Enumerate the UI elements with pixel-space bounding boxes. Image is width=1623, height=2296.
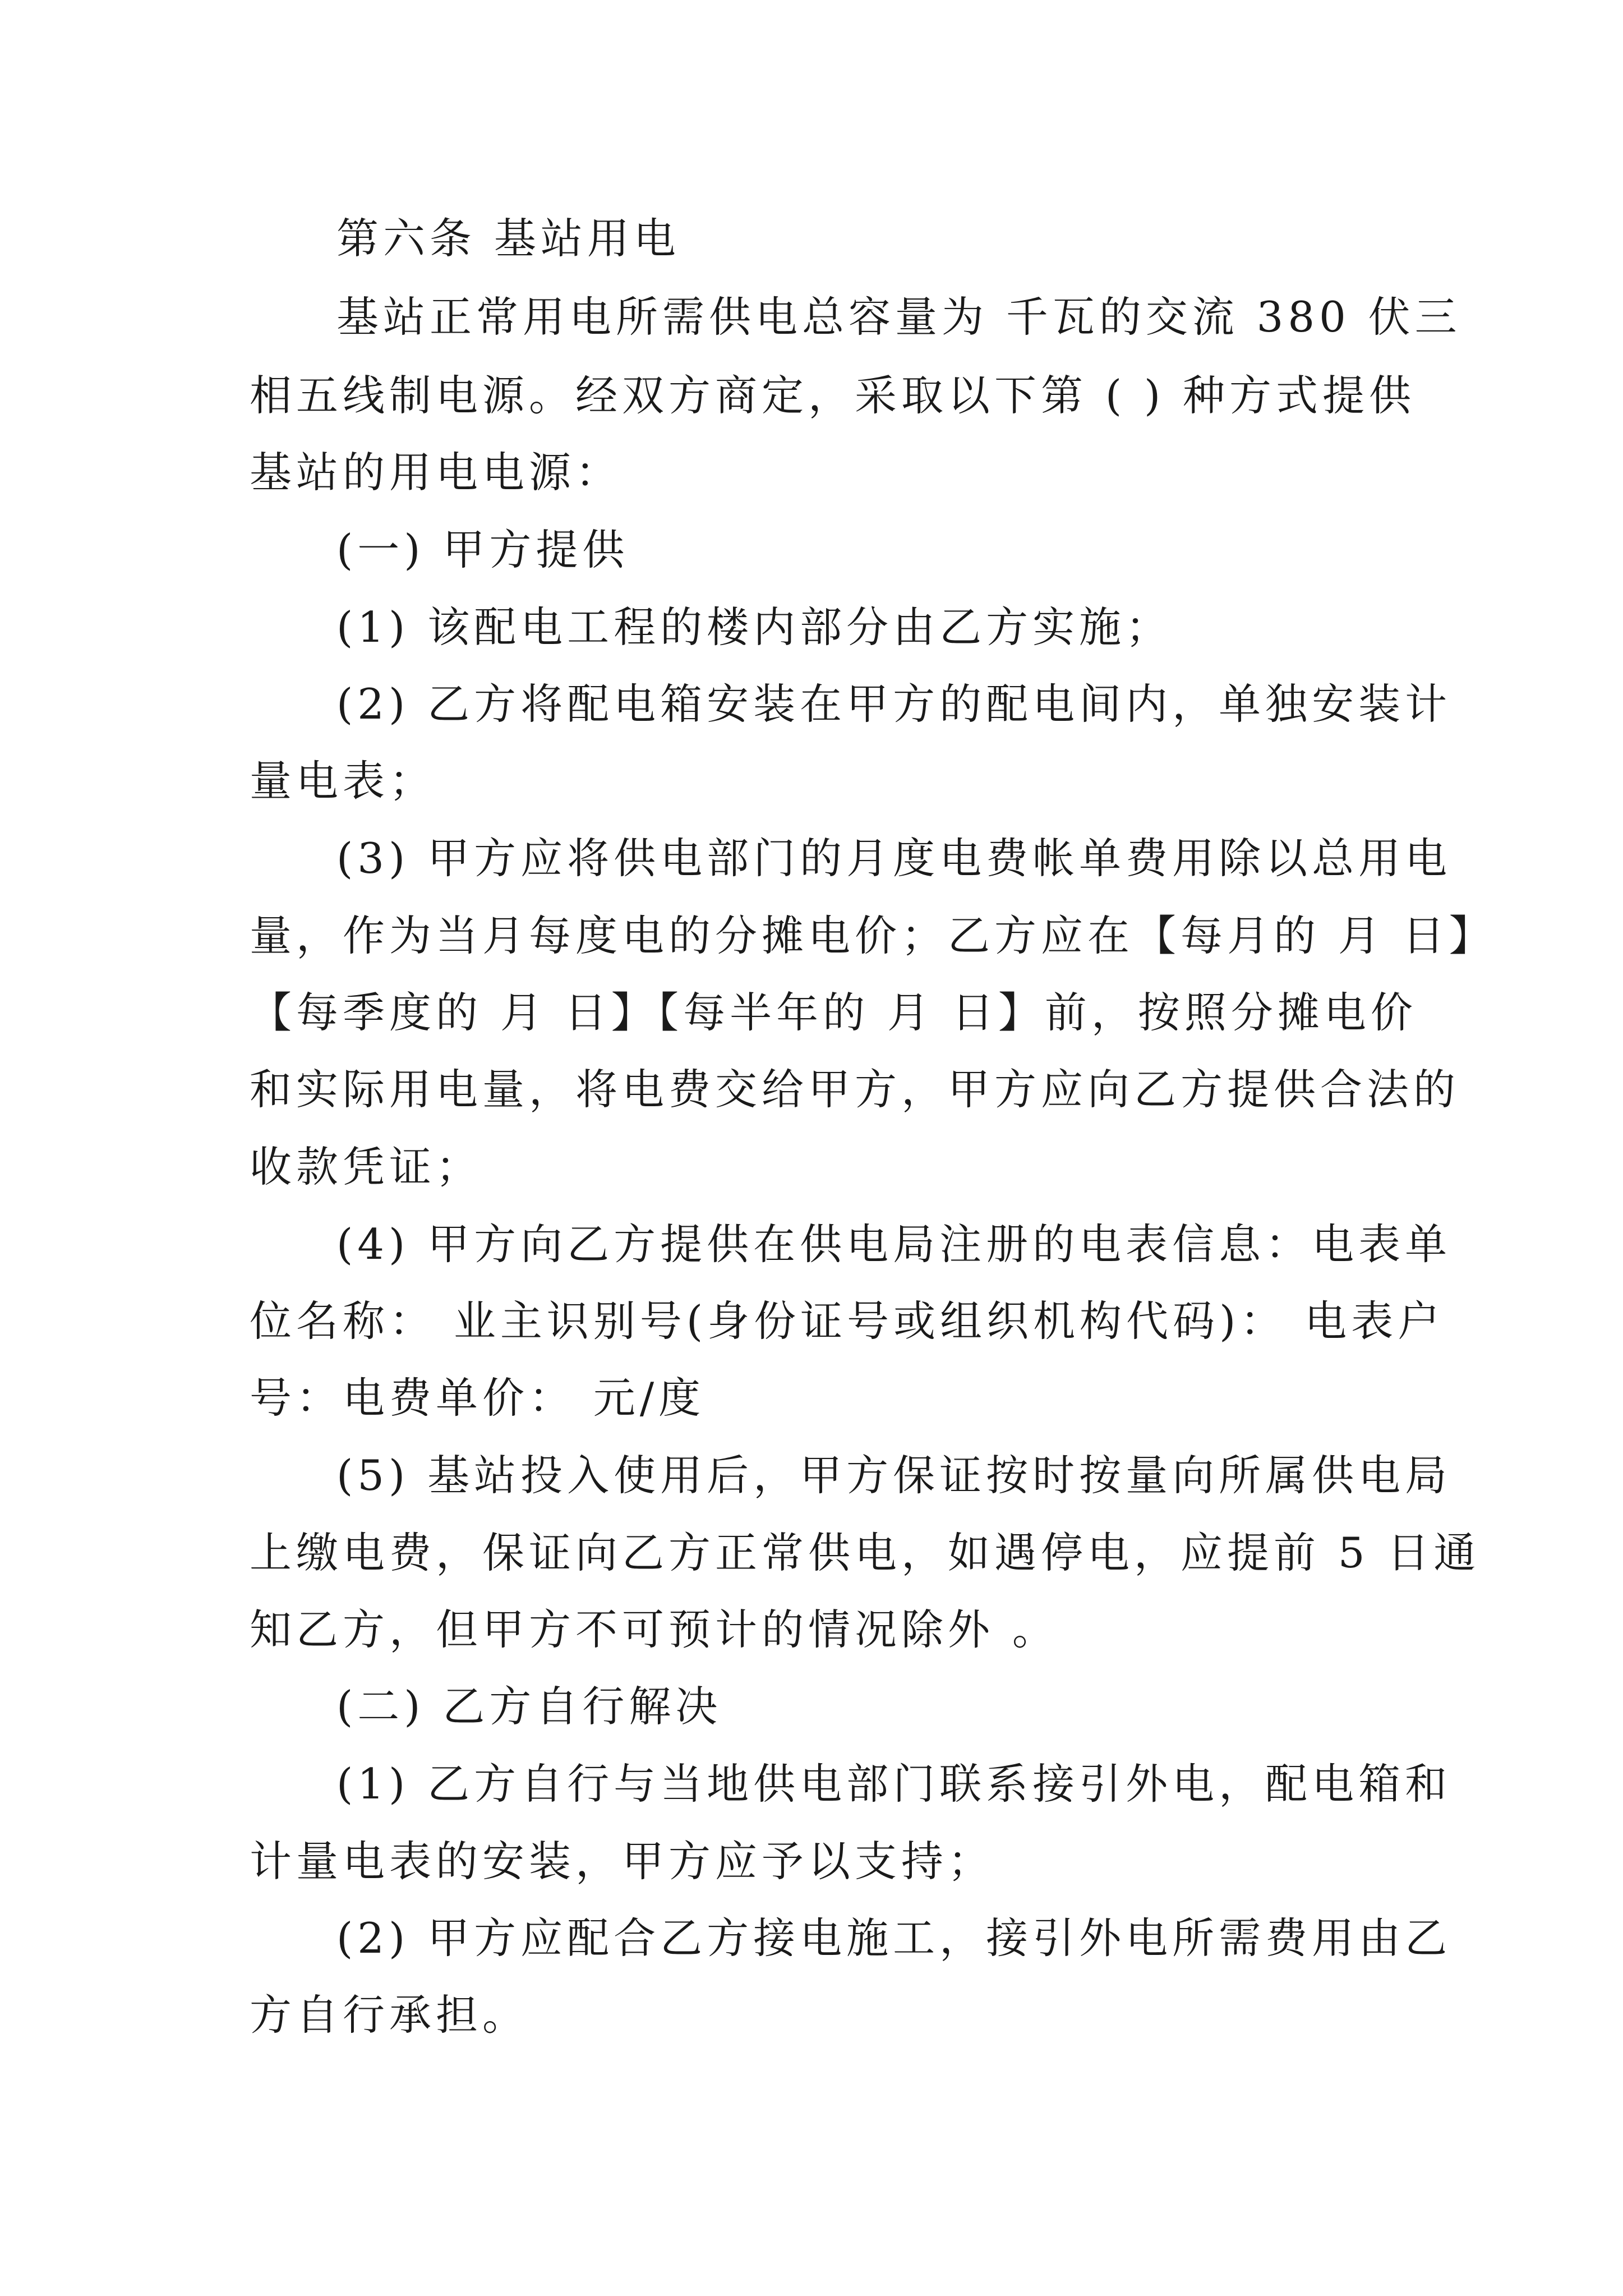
list-item: (1) 该配电工程的楼内部分由乙方实施； [336, 602, 1173, 652]
list-item: (1) 乙方自行与当地供电部门联系接引外电，配电箱和 [336, 1759, 1452, 1809]
list-item: (2) 乙方将配电箱安装在甲方的配电间内，单独安装计 [336, 679, 1452, 729]
paragraph-line: 和实际用电量，将电费交给甲方，甲方应向乙方提供合法的 [250, 1065, 1460, 1114]
paragraph-line: 号：电费单价： 元/度 [250, 1373, 706, 1423]
section-heading: (一) 甲方提供 [336, 525, 629, 574]
paragraph-line: 量电表； [250, 756, 436, 806]
list-item: (2) 甲方应配合乙方接电施工，接引外电所需费用由乙 [336, 1913, 1452, 1963]
paragraph-line: 方自行承担。 [250, 1990, 529, 2040]
paragraph-line: 【每季度的 月 日】【每半年的 月 日】前，按照分摊电价 [250, 988, 1417, 1037]
section-heading: (二) 乙方自行解决 [336, 1682, 722, 1731]
paragraph-line: 位名称： 业主识别号(身份证号或组织机构代码)： 电表户 [250, 1296, 1445, 1346]
list-item: (5) 基站投入使用后，甲方保证按时按量向所属供电局 [336, 1451, 1452, 1500]
paragraph-line: 知乙方，但甲方不可预计的情况除外 。 [250, 1605, 1059, 1654]
paragraph-line: 上缴电费，保证向乙方正常供电，如遇停电，应提前 5 日通 [250, 1528, 1481, 1577]
paragraph-line: 基站正常用电所需供电总容量为 千瓦的交流 380 伏三 [336, 292, 1461, 342]
article-heading: 第六条 基站用电 [336, 214, 680, 263]
paragraph-line: 基站的用电电源： [250, 448, 623, 497]
list-item: (3) 甲方应将供电部门的月度电费帐单费用除以总用电 [336, 834, 1452, 883]
paragraph-line: 量，作为当月每度电的分摊电价；乙方应在【每月的 月 日】 [250, 911, 1496, 960]
paragraph-line: 计量电表的安装，甲方应予以支持； [250, 1837, 995, 1886]
paragraph-line: 相五线制电源。经双方商定，采取以下第 ( ) 种方式提供 [250, 371, 1416, 420]
paragraph-line: 收款凭证； [250, 1142, 483, 1191]
list-item: (4) 甲方向乙方提供在供电局注册的电表信息：电表单 [336, 1220, 1452, 1269]
